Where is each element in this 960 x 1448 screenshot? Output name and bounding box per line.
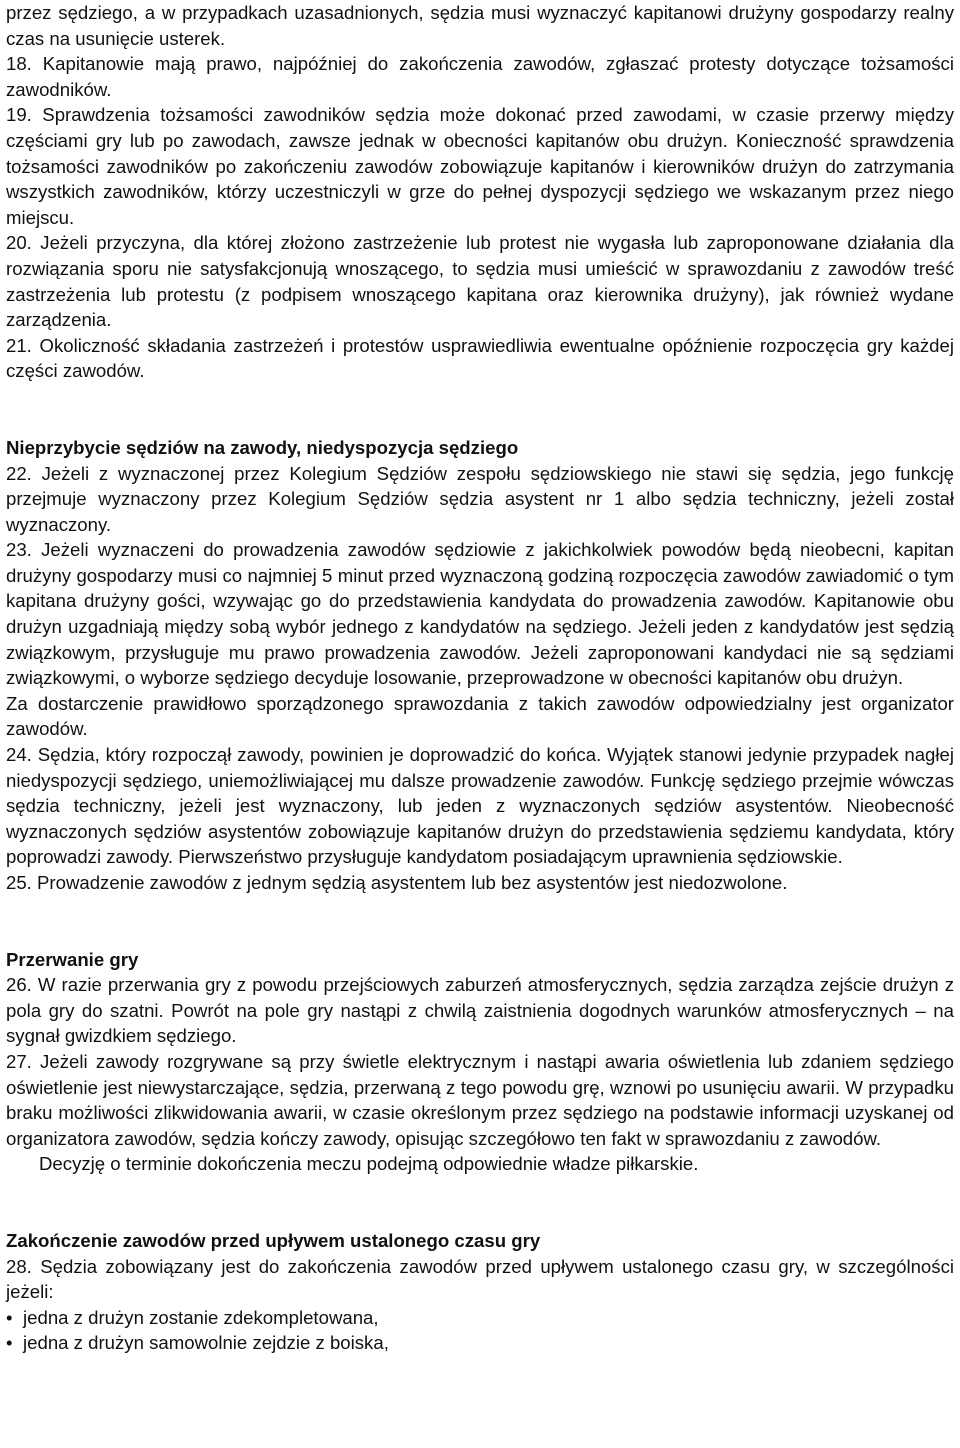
paragraph-18: 18. Kapitanowie mają prawo, najpóźniej do zakończenia zawodów, zgłaszać protesty dotyczące tożsamości zawodników. bbox=[6, 53, 954, 100]
section-spacer bbox=[6, 1177, 954, 1228]
section-spacer bbox=[6, 384, 954, 435]
list-item-text: jedna z drużyn samowolnie zejdzie z boiska, bbox=[23, 1332, 389, 1354]
list-item-text: jedna z drużyn zostanie zdekompletowana, bbox=[23, 1306, 379, 1328]
paragraph-23-continued: Za dostarczenie prawidłowo sporządzonego sprawozdania z takich zawodów odpowiedzialny jest organizator zawodów. bbox=[6, 692, 954, 740]
paragraph-24: 24. Sędzia, który rozpoczął zawody, powinien je doprowadzić do końca. Wyjątek stanowi jedynie przypadek nagłej niedyspozycji sędziego, uniemożliwiającej mu dalsze prowadzenie zawodów. Funkcję sędziego przejmie wówczas sędzia techniczny, jeżeli jest wyznaczony, lub jeden z wyznaczonych sędziów asystentów. Nieobecność wyznaczonych sędziów asystentów zobowiązuje kapitanów drużyn do przedstawienia sędziemu kandydata, który poprowadzi zawody. Pierwszeństwo przysługuje kandydatom posiadającym uprawnienia sędziowskie. bbox=[6, 744, 954, 868]
paragraph-27: 27. Jeżeli zawody rozgrywane są przy świetle elektrycznym i nastąpi awaria oświetlenia lub zdaniem sędziego oświetlenie jest niewystarczające, sędzia, przerwaną z tego powodu grę, wznowi po usunięciu awarii. W przypadku braku możliwości zlikwidowania awarii, w czasie określonym przez sędziego na podstawie informacji uzyskanej od organizatora zawodów, sędzia kończy zawody, opisując szczegółowo ten fakt w sprawozdaniu z zawodów. bbox=[6, 1050, 954, 1149]
list-item bbox=[6, 1305, 954, 1331]
paragraph-continuation: przez sędziego, a w przypadkach uzasadnionych, sędzia musi wyznaczyć kapitanowi drużyny gospodarzy realny czas na usunięcie usterek. bbox=[6, 2, 954, 49]
conditions-list bbox=[6, 1305, 954, 1356]
section-spacer bbox=[6, 896, 954, 947]
paragraph-28: 28. Sędzia zobowiązany jest do zakończenia zawodów przed upływem ustalonego czasu gry, w szczególności jeżeli: bbox=[6, 1255, 954, 1303]
section-heading-referees: Nieprzybycie sędziów na zawody, niedyspozycja sędziego bbox=[6, 436, 519, 458]
paragraph-20: 20. Jeżeli przyczyna, dla której złożono zastrzeżenie lub protest nie wygasła lub zaproponowane działania dla rozwiązania sporu nie satysfakcjonują wnoszącego, to sędzia musi umieścić w sprawozdaniu z zawodów treść zastrzeżenia lub protestu (z podpisem wnoszącego kapitana oraz kierownika drużyny), jak również wydane zarządzenia. bbox=[6, 232, 954, 331]
paragraph-19: 19. Sprawdzenia tożsamości zawodników sędzia może dokonać przed zawodami, w czasie przerwy między częściami gry lub po zawodach, zawsze jednak w obecności kapitanów obu drużyn. Konieczność sprawdzenia tożsamości zawodników po zakończeniu zawodów zobowiązuje kapitanów i kierowników drużyn do zatrzymania wszystkich zawodników, którzy uczestniczyli w grze do pełnej dyspozycji sędziego we wskazanym przez niego miejscu. bbox=[6, 104, 954, 228]
section-heading-interruption: Przerwanie gry bbox=[6, 948, 139, 970]
paragraph-23: 23. Jeżeli wyznaczeni do prowadzenia zawodów sędziowie z jakichkolwiek powodów będą nieobecni, kapitan drużyny gospodarzy musi co najmniej 5 minut przed wyznaczoną godziną rozpoczęcia zawodów zawiadomić o tym kapitana drużyny gości, wzywając go do przedstawienia kandydata do prowadzenia zawodów. Kapitanowie obu drużyn uzgadniają między sobą wybór jednego z kandydatów na sędziego. Jeżeli jeden z kandydatów jest sędzią związkowym, przysługuje mu prawo prowadzenia zawodów. Jeżeli zaproponowani kandydaci nie są sędziami związkowymi, o wyborze sędziego decyduje losowanie, przeprowadzone w obecności kapitanów obu drużyn. bbox=[6, 539, 954, 689]
list-item bbox=[6, 1330, 954, 1356]
paragraph-25: 25. Prowadzenie zawodów z jednym sędzią asystentem lub bez asystentów jest niedozwolone. bbox=[6, 872, 788, 893]
section-heading-early-end: Zakończenie zawodów przed upływem ustalonego czasu gry bbox=[6, 1229, 541, 1251]
paragraph-26: 26. W razie przerwania gry z powodu przejściowych zaburzeń atmosferycznych, sędzia zarządza zejście drużyn z pola gry do szatni. Powrót na pole gry nastąpi z chwilą zaistnienia dogodnych warunków atmosferycznych – na sygnał gwizdkiem sędziego. bbox=[6, 974, 954, 1047]
paragraph-22: 22. Jeżeli z wyznaczonej przez Kolegium Sędziów zespołu sędziowskiego nie stawi się sędzia, jego funkcję przejmuje wyznaczony przez Kolegium Sędziów sędzia asystent nr 1 albo sędzia techniczny, jeżeli został wyznaczony. bbox=[6, 462, 954, 535]
bullet-icon: • bbox=[6, 1306, 13, 1328]
paragraph-27-decision: Decyzję o terminie dokończenia meczu podejmą odpowiednie władze piłkarskie. bbox=[39, 1153, 699, 1175]
paragraph-21: 21. Okoliczność składania zastrzeżeń i protestów usprawiedliwia ewentualne opóźnienie rozpoczęcia gry każdej części zawodów. bbox=[6, 334, 954, 382]
bullet-icon: • bbox=[6, 1332, 13, 1354]
